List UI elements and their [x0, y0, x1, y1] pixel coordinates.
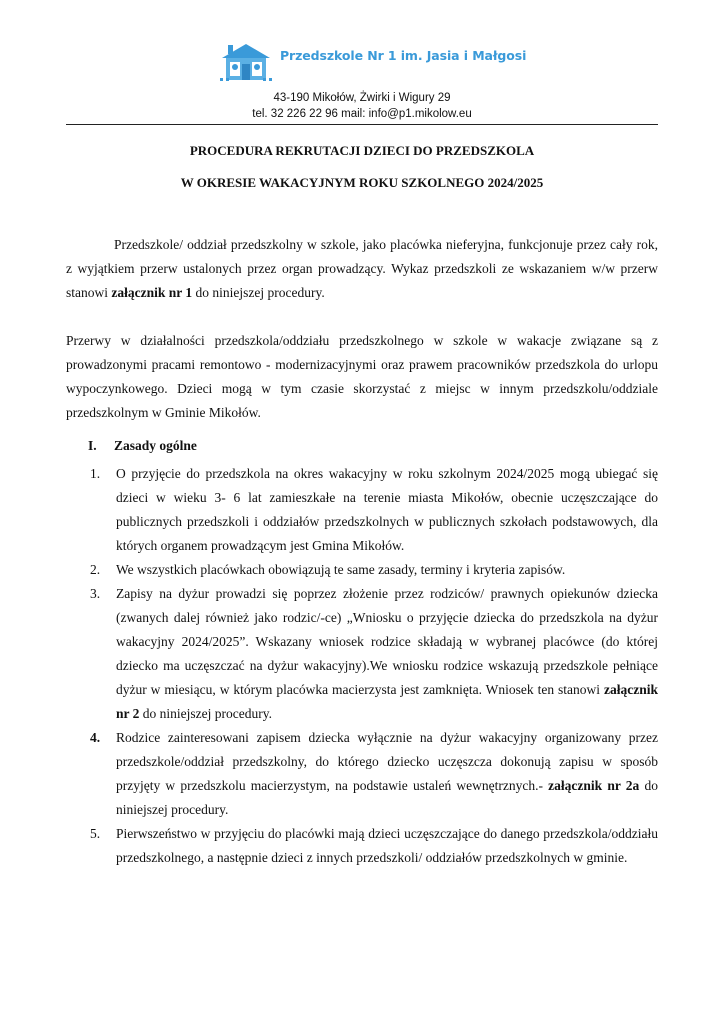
address-line: 43-190 Mikołów, Żwirki i Wigury 29	[273, 92, 451, 104]
section-numeral: I.	[88, 438, 97, 453]
header-divider	[66, 124, 658, 125]
list-item	[90, 462, 658, 558]
item-number: 2.	[90, 562, 101, 577]
item-number: 1.	[90, 466, 101, 481]
document-title-line2: W OKRESIE WAKACYJNYM ROKU SZKOLNEGO 2024/2025	[180, 175, 544, 190]
house-logo-icon	[218, 42, 274, 82]
item-text: We wszystkich placówkach obowiązują te same zasady, terminy i kryteria zapisów.	[116, 562, 566, 577]
intro-p1-text: Przedszkole/ oddział przedszkolny w szkole, jako placówka nieferyjna, funkcjonuje przez cały rok, z wyjątkiem przerw ustalonych przez organ prowadzący. Wykaz przedszkoli ze wskazaniem w/w przerw stanowi	[66, 237, 658, 300]
logo-text: Przedszkole Nr 1 im. Jasia i Małgosi	[280, 48, 527, 63]
section-heading	[88, 438, 197, 454]
item-number: 4.	[90, 730, 101, 745]
item-text: Pierwszeństwo w przyjęciu do placówki mają dzieci uczęszczające do danego przedszkola/oddziału przedszkolnego, a następnie dzieci z innych przedszkoli/ oddziałów przedszkolnych w gminie.	[116, 826, 658, 865]
attachment-2-reference: załącznik nr 2	[116, 682, 658, 721]
document-title-line1: PROCEDURA REKRUTACJI DZIECI DO PRZEDSZKOLA	[189, 143, 535, 158]
list-item	[90, 726, 658, 822]
attachment-2a-reference: załącznik nr 2a	[548, 778, 640, 793]
item-text: O przyjęcie do przedszkola na okres wakacyjny w roku szkolnym 2024/2025 mogą ubiegać się dzieci w wieku 3- 6 lat zamieszkałe na terenie miasta Mikołów, obecnie uczęszczające do publicznych przedszkoli i oddziałów przedszkolnych w publicznych szkołach podstawowych, dla których organem prowadzącym jest Gmina Mikołów.	[116, 466, 658, 553]
preschool-logo	[218, 42, 527, 82]
intro-paragraph-1	[66, 233, 658, 305]
list-item	[90, 822, 658, 870]
item-text-tail: do niniejszej procedury.	[139, 706, 272, 721]
item-text: Zapisy na dyżur prowadzi się poprzez złożenie przez rodziców/ prawnych opiekunów dziecka (zwanych dalej również jako rodzic/-ce) „Wniosku o przyjęcie dziecka do przedszkola na dyżur wakacyjny 2024/2025”. Wskazany wniosek rodzice składają w wybranej placówce (do której dziecko ma uczęszczać na dyżur wakacyjny).We wniosku rodzice wskazują przedszkole pełniące dyżur w miesiącu, w którym placówka macierzysta jest zamknięta. Wniosek ten stanowi	[116, 586, 658, 697]
intro-p1-tail: do niniejszej procedury.	[192, 285, 325, 300]
intro-paragraph-2: Przerwy w działalności przedszkola/oddziału przedszkolnego w szkole w wakacje związane są z prowadzonymi pracami remontowo - modernizacyjnymi oraz prawem pracowników przedszkola do urlopu wypoczynkowego. Dzieci mogą w tym czasie skorzystać z miejsc w innym przedszkolu/oddziale przedszkolnym w Gminie Mikołów.	[66, 333, 658, 420]
contact-line: tel. 32 226 22 96 mail: info@p1.mikolow.eu	[252, 108, 472, 120]
section-title: Zasady ogólne	[114, 438, 197, 453]
item-text: Rodzice zainteresowani zapisem dziecka wyłącznie na dyżur wakacyjny organizowany przez przedszkole/oddział przedszkolny, do którego dziecko uczęszcza dokonują zapisu w sposób przyjęty w przedszkolu macierzystym, na podstawie ustaleń wewnętrznych.-	[116, 730, 658, 793]
item-text-tail: do niniejszej procedury.	[116, 778, 659, 817]
item-number: 3.	[90, 586, 101, 601]
rules-list	[90, 462, 658, 870]
list-item	[90, 558, 658, 582]
attachment-1-reference: załącznik nr 1	[111, 285, 193, 300]
item-number: 5.	[90, 826, 101, 841]
list-item	[90, 582, 658, 726]
